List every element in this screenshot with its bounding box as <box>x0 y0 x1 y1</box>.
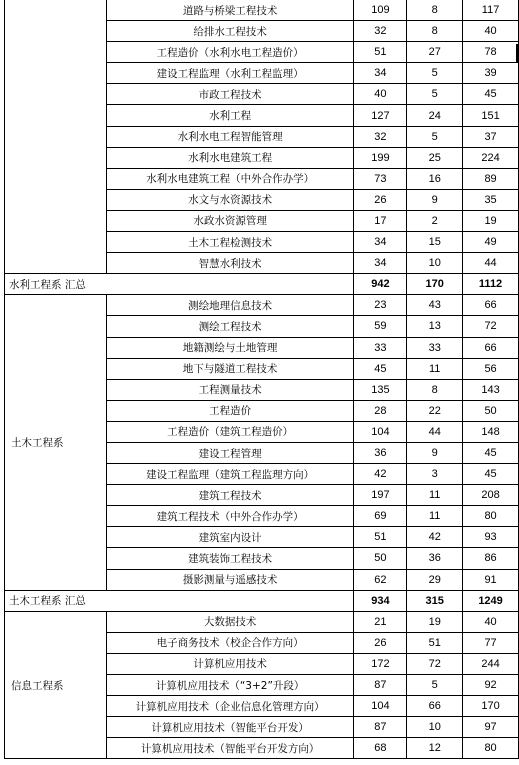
total-cell: 91 <box>463 569 519 590</box>
count-a-cell: 127 <box>354 105 407 126</box>
total-cell: 89 <box>463 168 519 189</box>
major-cell: 地籍测绘与土地管理 <box>106 337 354 358</box>
total-cell: 45 <box>463 84 519 105</box>
total-cell: 80 <box>463 506 519 527</box>
total-cell: 143 <box>463 379 519 400</box>
summary-b-cell: 170 <box>407 274 463 295</box>
count-a-cell: 42 <box>354 464 407 485</box>
count-a-cell: 172 <box>354 653 407 674</box>
total-cell: 151 <box>463 105 519 126</box>
count-a-cell: 197 <box>354 485 407 506</box>
count-a-cell: 40 <box>354 84 407 105</box>
major-cell: 土木工程检测技术 <box>106 232 354 253</box>
edge-mark <box>516 44 518 62</box>
count-b-cell: 25 <box>407 147 463 168</box>
total-cell: 19 <box>463 210 519 231</box>
major-cell: 水政水资源管理 <box>106 210 354 231</box>
count-a-cell: 45 <box>354 358 407 379</box>
total-cell: 45 <box>463 442 519 463</box>
enrollment-table <box>4 0 519 759</box>
count-b-cell: 5 <box>407 63 463 84</box>
count-b-cell: 29 <box>407 569 463 590</box>
count-a-cell: 34 <box>354 253 407 274</box>
count-b-cell: 8 <box>407 379 463 400</box>
count-a-cell: 32 <box>354 21 407 42</box>
count-b-cell: 16 <box>407 168 463 189</box>
total-cell: 66 <box>463 295 519 316</box>
major-cell: 计算机应用技术 <box>106 653 354 674</box>
total-cell: 35 <box>463 189 519 210</box>
major-cell: 给排水工程技术 <box>106 21 354 42</box>
major-cell: 水利水电建筑工程（中外合作办学） <box>106 168 354 189</box>
count-a-cell: 21 <box>354 611 407 632</box>
count-a-cell: 62 <box>354 569 407 590</box>
total-cell: 50 <box>463 400 519 421</box>
count-b-cell: 9 <box>407 442 463 463</box>
total-cell: 56 <box>463 358 519 379</box>
count-a-cell: 51 <box>354 527 407 548</box>
count-a-cell: 28 <box>354 400 407 421</box>
total-cell: 117 <box>463 0 519 21</box>
summary-total-cell: 1249 <box>463 590 519 611</box>
total-cell: 80 <box>463 738 519 759</box>
department-cell <box>5 0 107 274</box>
major-cell: 建筑装饰工程技术 <box>106 548 354 569</box>
count-b-cell: 10 <box>407 717 463 738</box>
summary-label: 土木工程系 汇总 <box>5 590 354 611</box>
major-cell: 水利工程 <box>106 105 354 126</box>
total-cell: 78 <box>463 42 519 63</box>
total-cell: 49 <box>463 232 519 253</box>
count-a-cell: 26 <box>354 632 407 653</box>
count-b-cell: 9 <box>407 189 463 210</box>
major-cell: 工程测量技术 <box>106 379 354 400</box>
count-b-cell: 44 <box>407 421 463 442</box>
count-b-cell: 72 <box>407 653 463 674</box>
total-cell: 44 <box>463 253 519 274</box>
major-cell: 计算机应用技术（智能平台开发方向） <box>106 738 354 759</box>
count-a-cell: 34 <box>354 63 407 84</box>
summary-a-cell: 942 <box>354 274 407 295</box>
count-b-cell: 15 <box>407 232 463 253</box>
count-a-cell: 34 <box>354 232 407 253</box>
count-a-cell: 23 <box>354 295 407 316</box>
count-a-cell: 87 <box>354 675 407 696</box>
count-b-cell: 24 <box>407 105 463 126</box>
count-a-cell: 69 <box>354 506 407 527</box>
major-cell: 工程造价 <box>106 400 354 421</box>
total-cell: 170 <box>463 696 519 717</box>
major-cell: 建筑室内设计 <box>106 527 354 548</box>
count-b-cell: 27 <box>407 42 463 63</box>
count-a-cell: 87 <box>354 717 407 738</box>
count-b-cell: 5 <box>407 126 463 147</box>
table-row <box>5 295 519 316</box>
major-cell: 智慧水利技术 <box>106 253 354 274</box>
summary-row <box>5 590 519 611</box>
count-b-cell: 19 <box>407 611 463 632</box>
department-cell: 土木工程系 <box>5 295 107 590</box>
major-cell: 建筑工程技术（中外合作办学） <box>106 506 354 527</box>
count-a-cell: 104 <box>354 421 407 442</box>
total-cell: 45 <box>463 464 519 485</box>
major-cell: 道路与桥梁工程技术 <box>106 0 354 21</box>
count-a-cell: 68 <box>354 738 407 759</box>
total-cell: 244 <box>463 653 519 674</box>
count-b-cell: 5 <box>407 84 463 105</box>
count-a-cell: 32 <box>354 126 407 147</box>
major-cell: 水利水电工程智能管理 <box>106 126 354 147</box>
major-cell: 建设工程管理 <box>106 442 354 463</box>
count-a-cell: 199 <box>354 147 407 168</box>
major-cell: 计算机应用技术（企业信息化管理方向） <box>106 696 354 717</box>
summary-b-cell: 315 <box>407 590 463 611</box>
count-a-cell: 104 <box>354 696 407 717</box>
count-a-cell: 59 <box>354 316 407 337</box>
total-cell: 72 <box>463 316 519 337</box>
total-cell: 93 <box>463 527 519 548</box>
count-b-cell: 11 <box>407 485 463 506</box>
major-cell: 工程造价（水利水电工程造价） <box>106 42 354 63</box>
major-cell: 大数据技术 <box>106 611 354 632</box>
major-cell: 建设工程监理（建筑工程监理方向） <box>106 464 354 485</box>
total-cell: 208 <box>463 485 519 506</box>
table-row <box>5 0 519 21</box>
count-a-cell: 73 <box>354 168 407 189</box>
count-b-cell: 8 <box>407 0 463 21</box>
count-a-cell: 51 <box>354 42 407 63</box>
count-b-cell: 22 <box>407 400 463 421</box>
major-cell: 水利水电建筑工程 <box>106 147 354 168</box>
count-b-cell: 42 <box>407 527 463 548</box>
count-a-cell: 33 <box>354 337 407 358</box>
major-cell: 测绘地理信息技术 <box>106 295 354 316</box>
total-cell: 97 <box>463 717 519 738</box>
count-b-cell: 8 <box>407 21 463 42</box>
major-cell: 地下与隧道工程技术 <box>106 358 354 379</box>
total-cell: 40 <box>463 611 519 632</box>
count-a-cell: 50 <box>354 548 407 569</box>
table-body <box>5 0 519 759</box>
summary-row <box>5 274 519 295</box>
total-cell: 77 <box>463 632 519 653</box>
count-b-cell: 43 <box>407 295 463 316</box>
count-b-cell: 51 <box>407 632 463 653</box>
count-b-cell: 66 <box>407 696 463 717</box>
table-row <box>5 611 519 632</box>
count-b-cell: 11 <box>407 506 463 527</box>
count-b-cell: 33 <box>407 337 463 358</box>
total-cell: 148 <box>463 421 519 442</box>
major-cell: 计算机应用技术（“3+2”升段） <box>106 675 354 696</box>
count-b-cell: 11 <box>407 358 463 379</box>
total-cell: 92 <box>463 675 519 696</box>
department-cell: 信息工程系 <box>5 611 107 759</box>
major-cell: 计算机应用技术（智能平台开发） <box>106 717 354 738</box>
count-a-cell: 26 <box>354 189 407 210</box>
major-cell: 水文与水资源技术 <box>106 189 354 210</box>
major-cell: 摄影测量与遥感技术 <box>106 569 354 590</box>
count-b-cell: 13 <box>407 316 463 337</box>
total-cell: 224 <box>463 147 519 168</box>
count-a-cell: 36 <box>354 442 407 463</box>
count-b-cell: 10 <box>407 253 463 274</box>
total-cell: 86 <box>463 548 519 569</box>
count-b-cell: 2 <box>407 210 463 231</box>
count-a-cell: 135 <box>354 379 407 400</box>
summary-a-cell: 934 <box>354 590 407 611</box>
major-cell: 建设工程监理（水利工程监理） <box>106 63 354 84</box>
major-cell: 建筑工程技术 <box>106 485 354 506</box>
major-cell: 市政工程技术 <box>106 84 354 105</box>
major-cell: 测绘工程技术 <box>106 316 354 337</box>
count-b-cell: 5 <box>407 675 463 696</box>
total-cell: 40 <box>463 21 519 42</box>
summary-label: 水利工程系 汇总 <box>5 274 354 295</box>
count-a-cell: 17 <box>354 210 407 231</box>
count-a-cell: 109 <box>354 0 407 21</box>
count-b-cell: 36 <box>407 548 463 569</box>
count-b-cell: 12 <box>407 738 463 759</box>
total-cell: 66 <box>463 337 519 358</box>
major-cell: 工程造价（建筑工程造价） <box>106 421 354 442</box>
major-cell: 电子商务技术（校企合作方向） <box>106 632 354 653</box>
total-cell: 37 <box>463 126 519 147</box>
summary-total-cell: 1112 <box>463 274 519 295</box>
count-b-cell: 3 <box>407 464 463 485</box>
total-cell: 39 <box>463 63 519 84</box>
